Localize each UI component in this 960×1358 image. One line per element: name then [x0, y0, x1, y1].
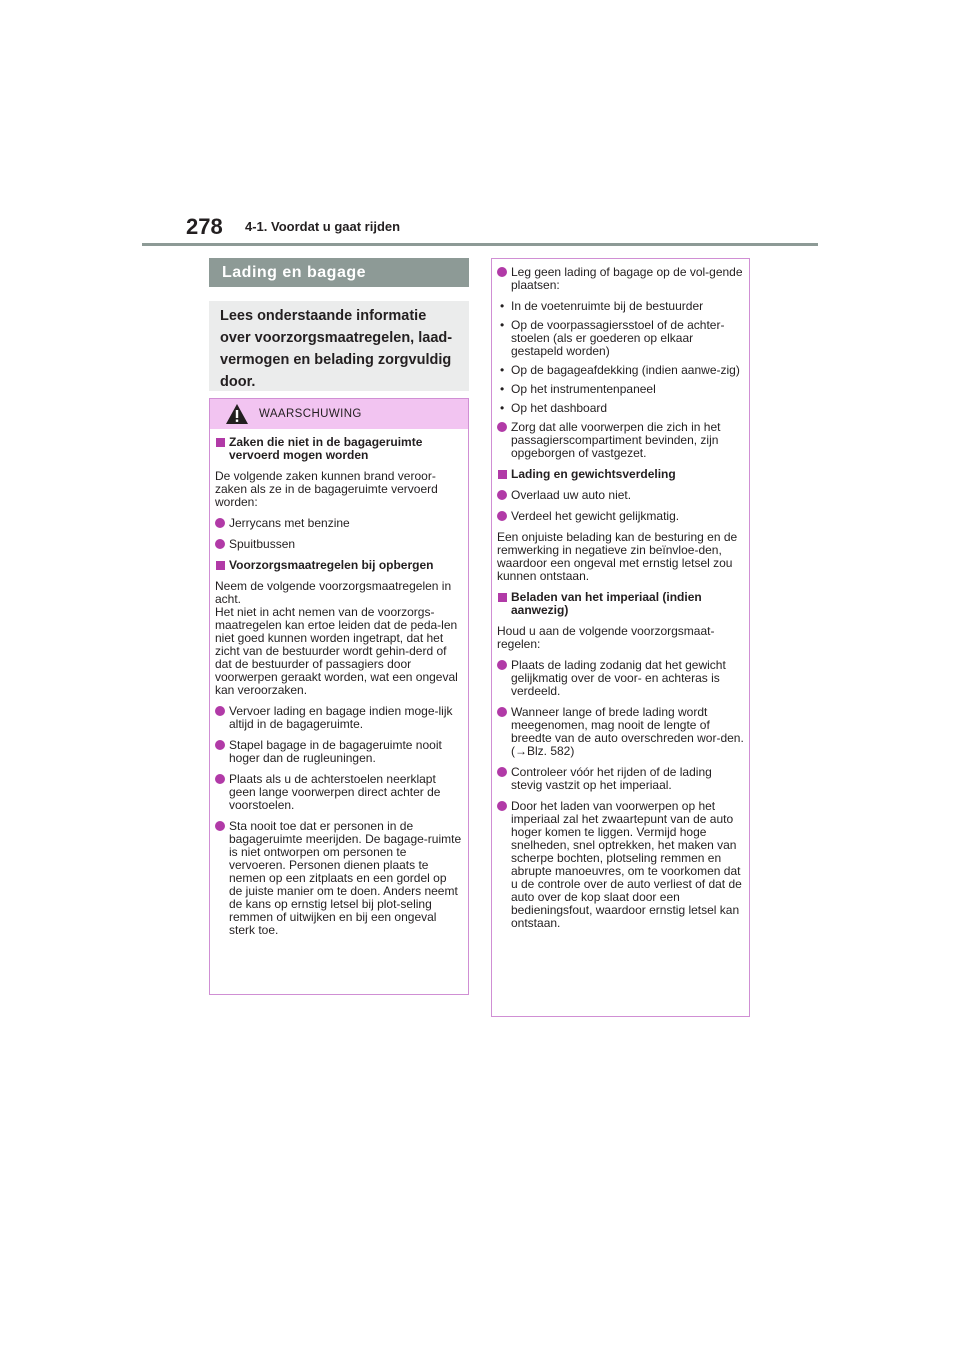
item-text: Op de voorpassagiersstoel of de achter-stoelen (als er goederen op elkaar gestapeld worden) [511, 318, 725, 358]
circle-bullet-icon [215, 774, 225, 784]
item-text: Spuitbussen [229, 537, 296, 551]
item-text: Lading en gewichtsverdeling [511, 467, 676, 481]
bullet-item [497, 421, 744, 460]
square-bullet-icon [216, 438, 225, 447]
item-text: Controleer vóór het rijden of de lading stevig vastzit op het imperiaal. [511, 765, 712, 792]
paragraph [497, 531, 744, 583]
item-text: Op het dashboard [511, 401, 608, 415]
bullet-item [497, 800, 744, 930]
section-intro: Lees onderstaande informatie over voorzorgsmaatregelen, laad-vermogen en belading zorgvuldig door. [209, 301, 469, 391]
bullet-item [497, 489, 744, 502]
item-text: Voorzorgsmaatregelen bij opbergen [229, 558, 434, 572]
item-text: Verdeel het gewicht gelijkmatig. [511, 509, 680, 523]
item-text: Op de bagageafdekking (indien aanwe-zig) [511, 363, 740, 377]
item-text: Vervoer lading en bagage indien moge-lijk altijd in de bagageruimte. [229, 704, 453, 731]
subsection-heading [215, 559, 463, 572]
warning-box [209, 398, 469, 995]
item-text: Houd u aan de volgende voorzorgsmaat-regelen: [497, 624, 715, 651]
circle-bullet-icon [215, 539, 225, 549]
chapter-title: 4-1. Voordat u gaat rijden [245, 219, 401, 234]
sub-bullet-item [497, 402, 744, 415]
page-number: 278 [186, 214, 223, 239]
dot-bullet-icon: • [500, 363, 505, 377]
square-bullet-icon [498, 593, 507, 602]
item-text: De volgende zaken kunnen brand veroor-zaken als ze in de bagageruimte vervoerd worden: [215, 469, 438, 509]
circle-bullet-icon [215, 740, 225, 750]
circle-bullet-icon [497, 660, 507, 670]
item-text: Een onjuiste belading kan de besturing en de remwerking in negatieve zin beïnvloe-den, waardoor een ongeval met ernstig letsel zou kunnen ontstaan. [497, 530, 738, 583]
circle-bullet-icon [215, 518, 225, 528]
bullet-item [497, 510, 744, 523]
item-text: Neem de volgende voorzorgsmaatregelen in acht. Het niet in acht nemen van de voorzorgs-maatregelen kan ertoe leiden dat de peda-len niet goed kunnen worden ingetrapt, dat het zicht van de bestuurder wordt gehin-derd of dat de bestuurder of passagiers door voorwerpen geraakt worden, wat een ongeval kan veroorzaken. [215, 579, 458, 697]
bullet-item [497, 706, 744, 758]
subsection-heading [215, 436, 463, 462]
bullet-item [215, 705, 463, 731]
dot-bullet-icon: • [500, 401, 505, 415]
item-text: Stapel bagage in de bagageruimte nooit hoger dan de rugleuningen. [229, 738, 442, 765]
item-text: Door het laden van voorwerpen op het imperiaal zal het zwaartepunt van de auto hoger komen te liggen. Vermijd hoge snelheden, snel optrekken, het maken van scherpe bochten, plotseling remmen en abrupte manoeuvres, om te voorkomen dat u de controle over de auto verliest of dat de auto over de kop slaat door een bedieningsfout, waardoor ernstig letsel kan ontstaan. [511, 799, 742, 930]
square-bullet-icon [216, 561, 225, 570]
circle-bullet-icon [497, 767, 507, 777]
section-title: Lading en bagage [209, 258, 469, 287]
bullet-item [215, 517, 463, 530]
warning-triangle-icon [225, 403, 249, 425]
warning-content [210, 429, 468, 937]
circle-bullet-icon [215, 821, 225, 831]
bullet-item [215, 820, 463, 937]
bullet-item [497, 659, 744, 698]
circle-bullet-icon [497, 801, 507, 811]
item-text: Plaats de lading zodanig dat het gewicht gelijkmatig over de voor- en achteras is verdeeld. [511, 658, 726, 698]
item-text: In de voetenruimte bij de bestuurder [511, 299, 704, 313]
dot-bullet-icon: • [500, 382, 505, 396]
warning-continued-box [491, 258, 750, 1017]
item-text: Zaken die niet in de bagageruimte vervoerd mogen worden [229, 435, 423, 462]
circle-bullet-icon [497, 707, 507, 717]
sub-bullet-item [497, 364, 744, 377]
paragraph [215, 580, 463, 697]
dot-bullet-icon: • [500, 318, 505, 332]
sub-bullet-item [497, 300, 744, 313]
subsection-heading [497, 591, 744, 617]
bullet-item [497, 266, 744, 292]
bullet-item [497, 766, 744, 792]
bullet-item [215, 538, 463, 551]
item-text: Op het instrumentenpaneel [511, 382, 656, 396]
item-text: Sta nooit toe dat er personen in de bagageruimte meerijden. De bagage-ruimte is niet ontworpen om personen te vervoeren. Personen dienen plaats te nemen op een zitplaats en een gordel op de juiste manier om te doen. Anders neemt de kans op ernstig letsel bij plot-seling remmen of uitwijken en bij een ongeval sterk toe. [229, 819, 462, 937]
paragraph [215, 470, 463, 509]
bullet-item [215, 739, 463, 765]
warning-header [210, 399, 468, 429]
circle-bullet-icon [497, 511, 507, 521]
circle-bullet-icon [497, 267, 507, 277]
warning-label: WAARSCHUWING [259, 408, 362, 420]
circle-bullet-icon [215, 706, 225, 716]
circle-bullet-icon [497, 490, 507, 500]
header-rule [142, 243, 818, 246]
sub-bullet-item [497, 383, 744, 396]
warning-continued-content [492, 266, 749, 930]
item-text: Overlaad uw auto niet. [511, 488, 632, 502]
dot-bullet-icon: • [500, 299, 505, 313]
square-bullet-icon [498, 470, 507, 479]
item-text: Zorg dat alle voorwerpen die zich in het passagierscompartiment bevinden, zijn opgeborgen of vastgezet. [511, 420, 721, 460]
item-text: Jerrycans met benzine [229, 516, 350, 530]
item-text: Wanneer lange of brede lading wordt meegenomen, mag nooit de lengte of breedte van de auto overschreden wor-den. (→Blz. 582) [511, 705, 744, 758]
subsection-heading [497, 468, 744, 481]
item-text: Beladen van het imperiaal (indien aanwezig) [511, 590, 702, 617]
item-text: Leg geen lading of bagage op de vol-gende plaatsen: [511, 265, 743, 292]
circle-bullet-icon [497, 422, 507, 432]
paragraph [497, 625, 744, 651]
bullet-item [215, 773, 463, 812]
item-text: Plaats als u de achterstoelen neerklapt geen lange voorwerpen direct achter de voorstoelen. [229, 772, 441, 812]
sub-bullet-item [497, 319, 744, 358]
